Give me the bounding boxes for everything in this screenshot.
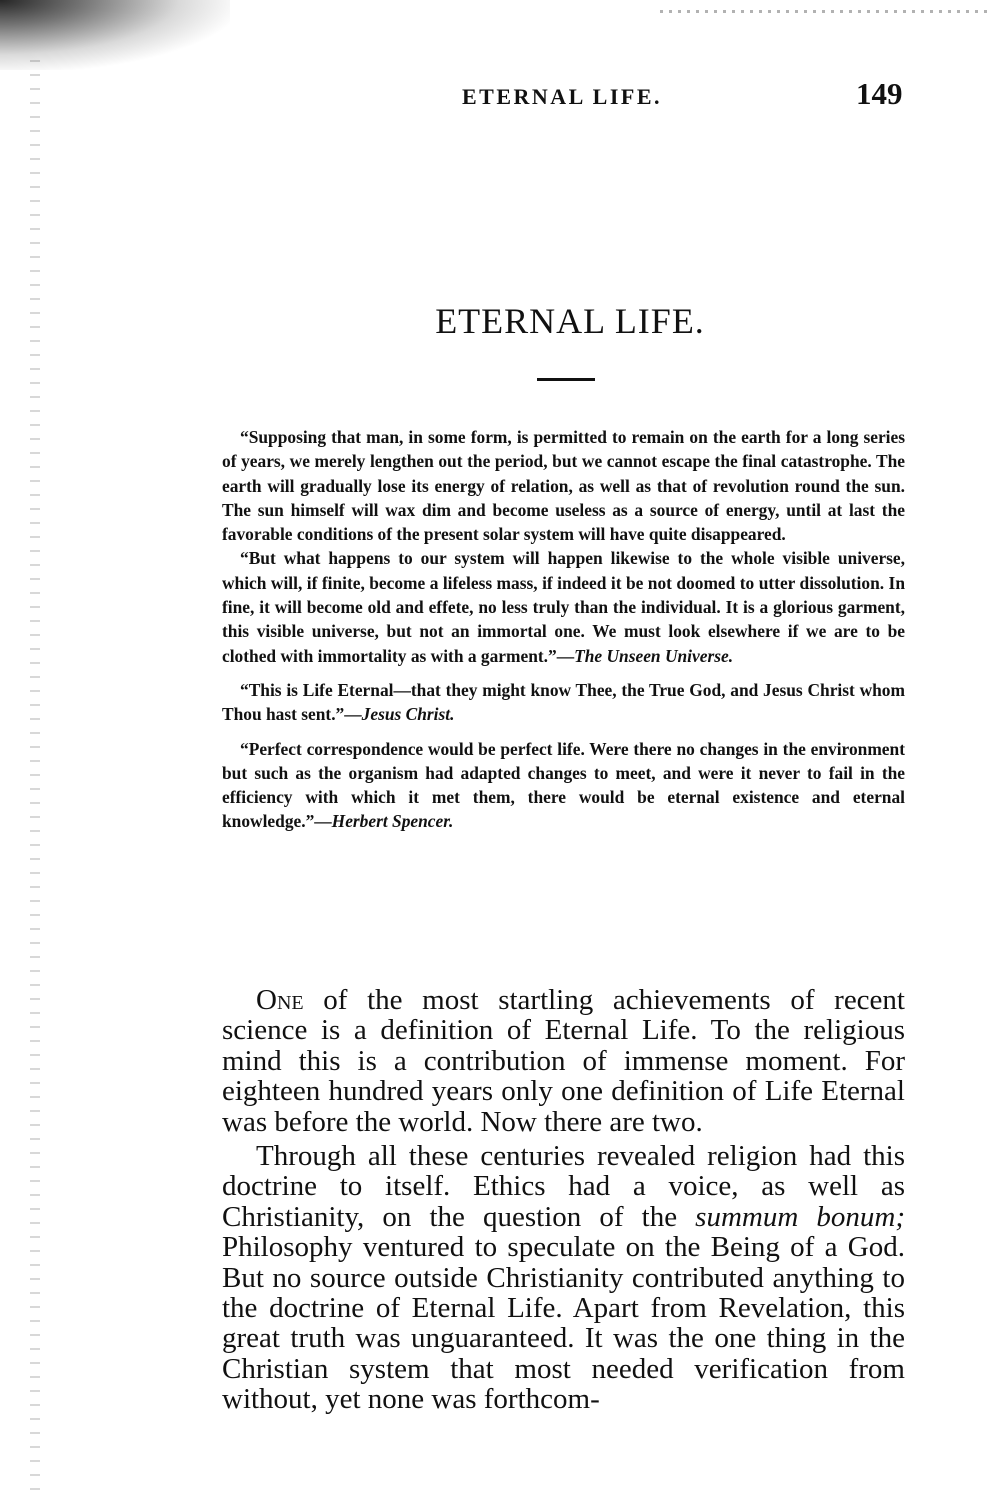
- epigraph-attribution: Jesus Christ.: [361, 704, 455, 725]
- body-text: [222, 985, 905, 1415]
- body-text-run: of the most startling achievements of recent science is a definition of Eternal Life. To the religious mind this is a contribution of immense moment. For eighteen hundred years only one definition of Life Eternal was before the world. Now there are two.: [222, 984, 905, 1138]
- epigraph-attribution: Herbert Spencer.: [331, 811, 454, 832]
- body-text-run: Through all these centuries revealed religion had this doctrine to itself. Ethics had a voice, as well as Christianity, on the question of the: [222, 1140, 905, 1233]
- scan-speckle-top: [660, 10, 990, 13]
- epigraph-text: “But what happens to our system will happen likewise to the whole visible universe, which will, if finite, become a lifeless mass, if indeed it be not doomed to utter dissolution. In fine, it will become old and effete, no less truly than the individual. It is a glorious garment, this visible universe, but not an immortal one. We must look elsewhere if we are to be clothed with immortality as with a garment.”—: [222, 548, 905, 666]
- epigraph-paragraph: [222, 546, 905, 667]
- epigraph-paragraph: “Supposing that man, in some form, is permitted to remain on the earth for a long series of years, we merely lengthen out the period, but we cannot escape the final catastrophe. The earth will gradually lose its energy of relation, as well as that of revolution round the sun. The sun himself will wax dim and become useless as a source of energy, until at last the favorable conditions of the present solar system will have quite disappeared.: [222, 427, 905, 545]
- epigraph-text: “This is Life Eternal—that they might know Thee, the True God, and Jesus Christ whom Thou hast sent.”—: [222, 679, 905, 725]
- epigraph-text: “Perfect correspondence would be perfect life. Were there no changes in the environment but such as the organism had adapted changes to meet, and were it never to fail in the efficiency with which it met them, there would be eternal existence and eternal knowledge.”—: [222, 738, 905, 832]
- scan-shadow-edge: [30, 60, 40, 1500]
- epigraph-attribution: The Unseen Universe.: [574, 645, 734, 666]
- running-head: ETERNAL LIFE.: [462, 84, 662, 109]
- latin-phrase: summum bonum;: [695, 1200, 905, 1233]
- body-paragraph: [222, 985, 905, 1137]
- epigraph-paragraph: [222, 678, 905, 727]
- epigraphs: [222, 425, 905, 844]
- epigraph-unseen-universe: [222, 425, 905, 668]
- title-rule: [537, 378, 595, 381]
- lead-word: One: [256, 984, 304, 1016]
- body-paragraph: [222, 1141, 905, 1415]
- body-text-run: Philosophy ventured to speculate on the Being of a God. But no source outside Christianity contributed anything to the doctrine of Eternal Life. Apart from Revelation, this great truth was unguaranteed. It was the one thing in the Christian system that most needed verification from without, yet none was forthcom-: [222, 1231, 905, 1416]
- epigraph-jesus-christ: [222, 678, 905, 727]
- page-number: 149: [856, 76, 903, 111]
- epigraph-herbert-spencer: [222, 737, 905, 834]
- chapter-title: ETERNAL LIFE.: [435, 301, 705, 341]
- epigraph-paragraph: [222, 737, 905, 834]
